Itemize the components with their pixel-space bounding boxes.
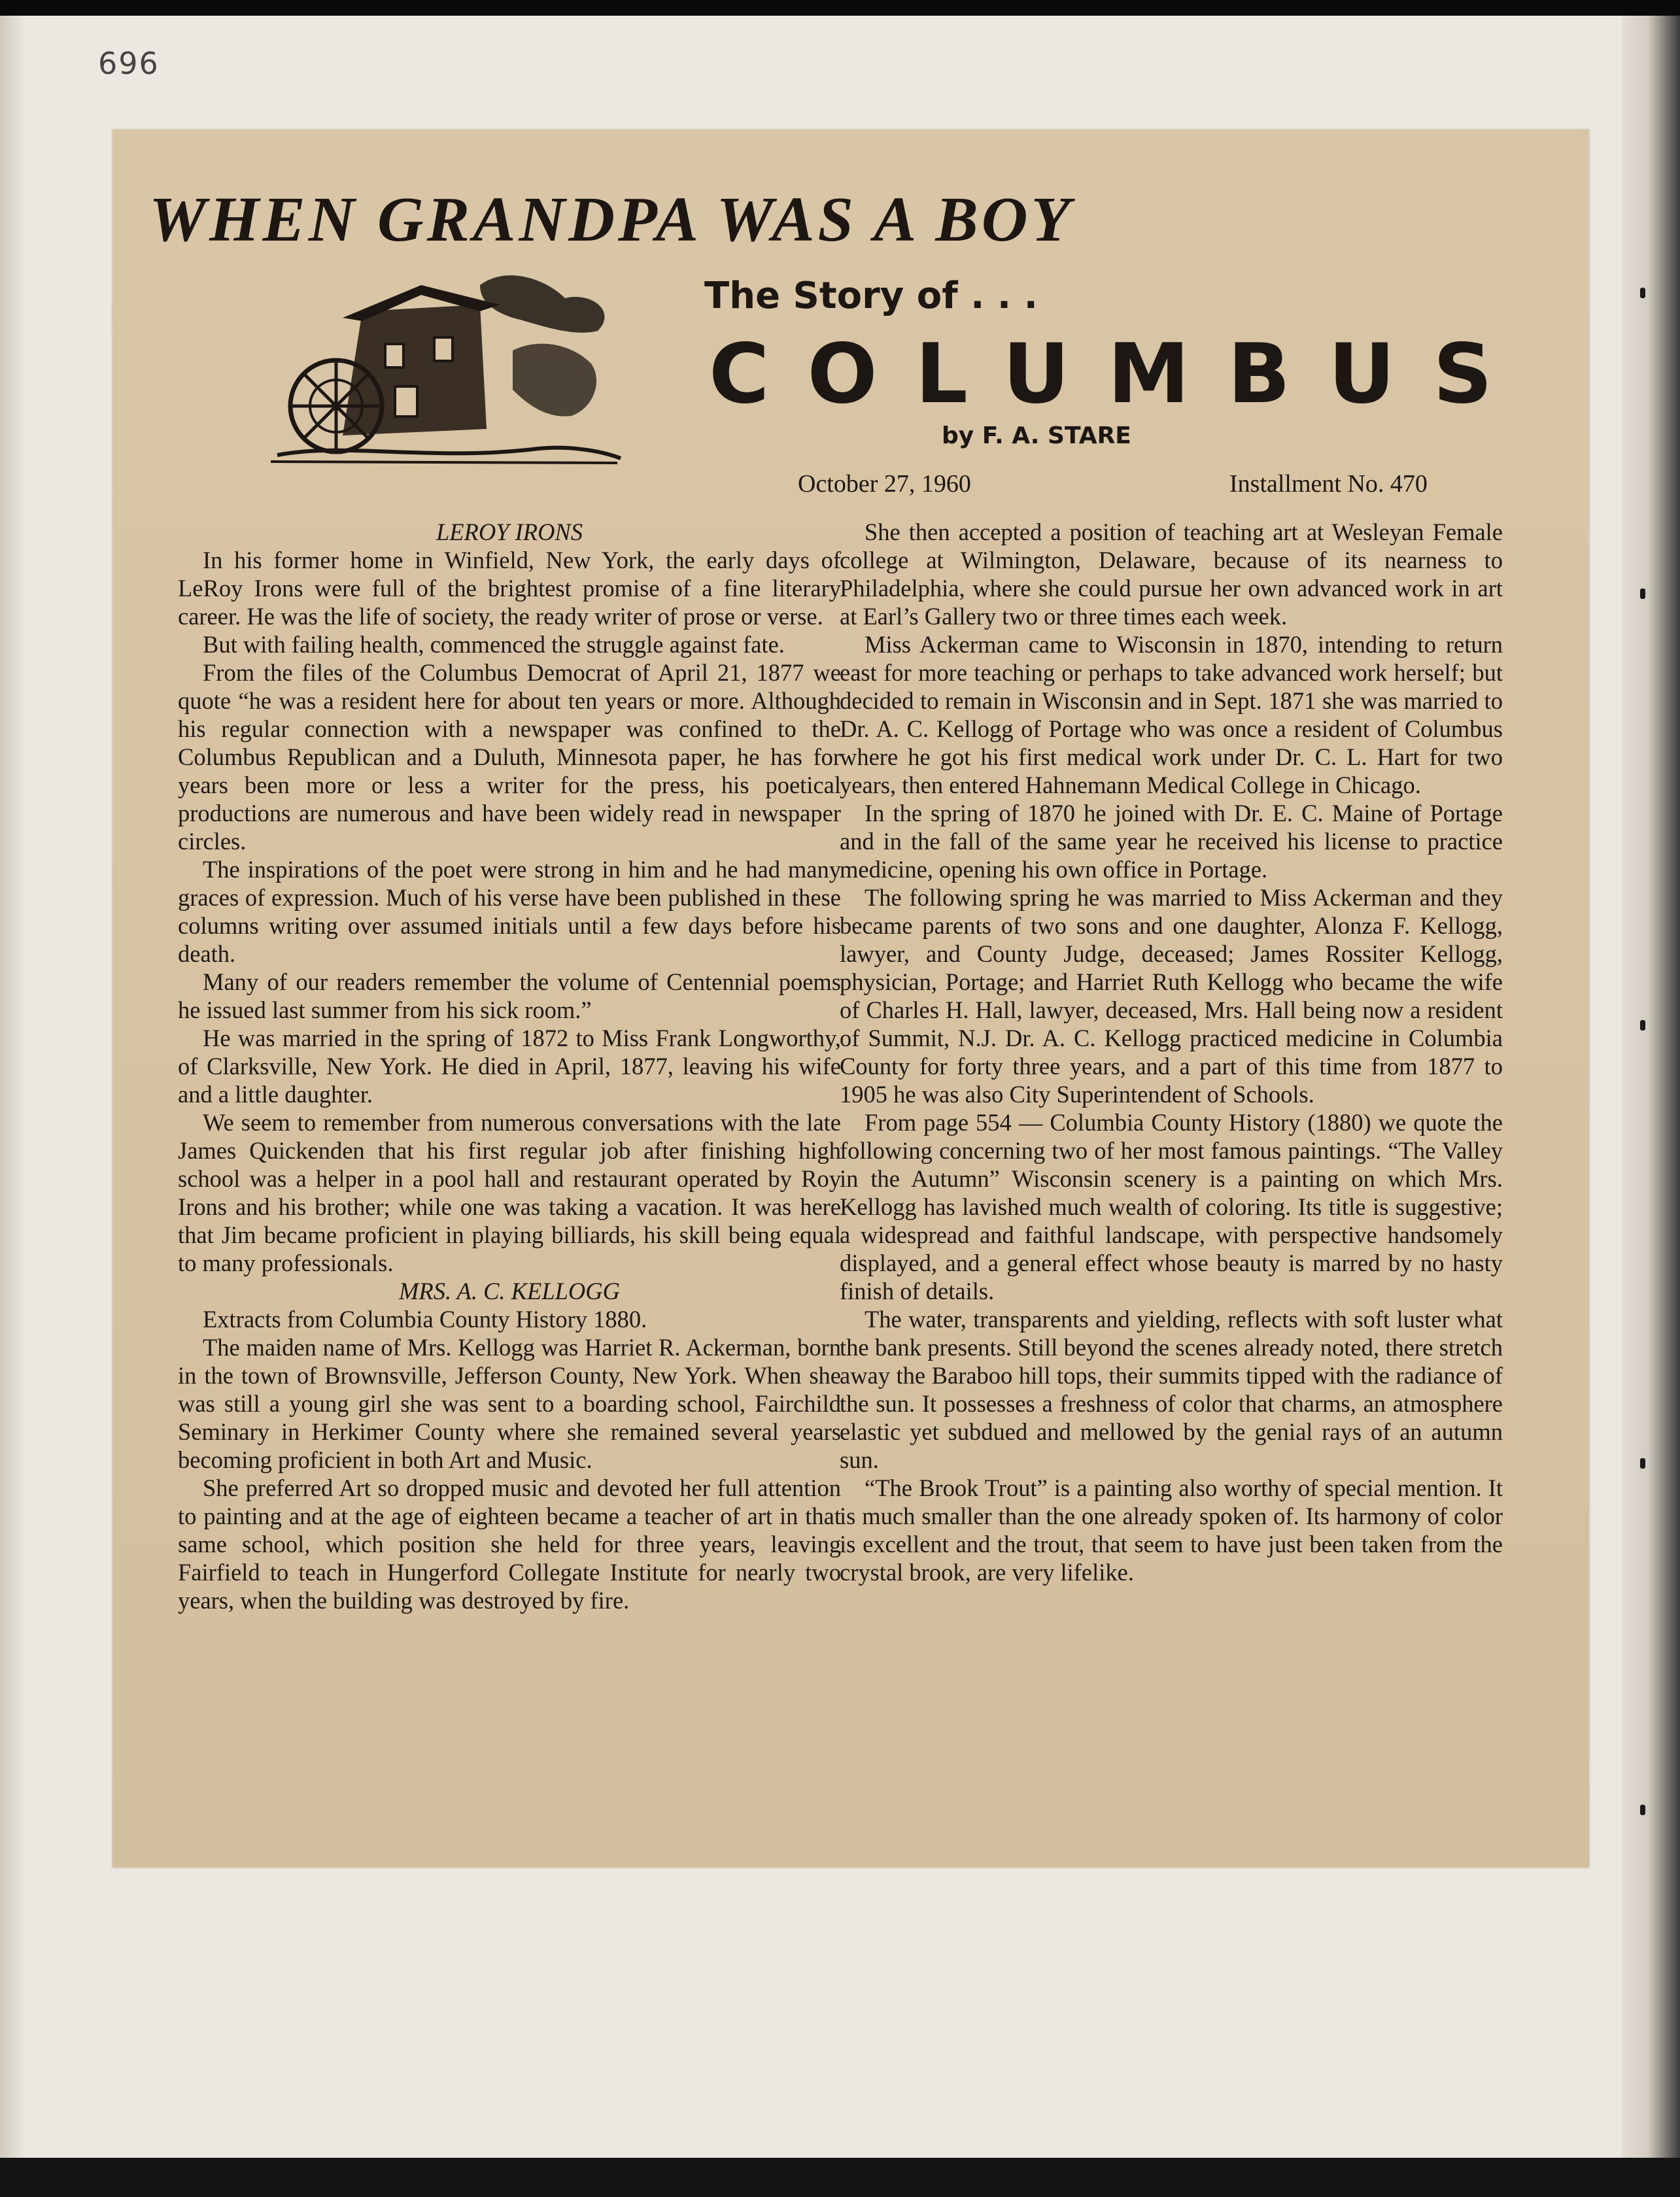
paragraph: She then accepted a position of teaching art at Wesleyan Female college at Wilmington, Delaware, because of its nearness to Philadelphia, where she could pursue her own advanced work in art at Earl’s Gallery two or three times each week. bbox=[840, 519, 1503, 630]
right-column bbox=[840, 518, 1503, 1586]
series-title: COLUMBUS bbox=[709, 326, 1531, 422]
paragraph: Many of our readers remember the volume of Centennial poems he issued last summer from his sick room.” bbox=[178, 968, 841, 1023]
page-right-edge bbox=[1622, 16, 1680, 2160]
byline: by F. A. STARE bbox=[942, 422, 1131, 449]
paragraph: She preferred Art so dropped music and devoted her full attention to painting and at the age of eighteen became a teacher of art in that same school, which position she held for three years, leaving Fairfield to teach in Hungerford Collegate Institute for nearly two years, when the building was destroyed by fire. bbox=[178, 1474, 841, 1614]
mill-illustration bbox=[264, 265, 624, 468]
paragraph: But with failing health, commenced the struggle against fate. bbox=[203, 631, 785, 658]
story-of-label: The Story of . . . bbox=[704, 275, 1038, 317]
paragraph: The water, transparents and yielding, reflects with soft luster what the bank presents. Still beyond the scenes already noted, there stretch away the Baraboo hill tops, their summits tipped with the radiance of the sun. It possesses a freshness of color that charms, an atmosphere elastic yet subdued and mellowed by the genial rays of an autumn sun. bbox=[840, 1306, 1503, 1473]
binding-hole bbox=[1640, 1805, 1645, 1815]
left-column bbox=[178, 518, 841, 1614]
paragraph: We seem to remember from numerous conversations with the late James Quickenden that his first regular job after finishing high school was a helper in a pool hall and restaurant operated by Roy Irons and his brother; while one was taking a vacation. It was here that Jim became proficient in playing billiards, his skill being equal to many professionals. bbox=[178, 1109, 841, 1276]
section-heading-mrs-kellogg: MRS. A. C. KELLOGG bbox=[399, 1278, 620, 1304]
binding-hole bbox=[1640, 588, 1645, 599]
publication-date: October 27, 1960 bbox=[798, 470, 971, 498]
scan-bottom-border bbox=[0, 2158, 1680, 2197]
binding-hole bbox=[1640, 1458, 1645, 1469]
paragraph: “The Brook Trout” is a painting also worthy of special mention. It is much smaller than the one already spoken of. Its harmony of color is excellent and the trout, that seem to have just been taken from the crystal brook, are very lifelike. bbox=[840, 1474, 1503, 1586]
scan-top-border bbox=[0, 0, 1680, 16]
paragraph: In the spring of 1870 he joined with Dr. E. C. Maine of Portage and in the fall of the same year he received his license to practice medicine, opening his own office in Portage. bbox=[840, 800, 1503, 883]
page-left-edge bbox=[0, 16, 26, 2160]
paragraph: From the files of the Columbus Democrat of April 21, 1877 we quote “he was a resident here for about ten years or more. Although his regular connection with a newspaper was confined to the Columbus Republican and a Duluth, Minnesota paper, he has for years been more or less a writer for the press, his poetical productions are numerous and have been widely read in newspaper circles. bbox=[178, 659, 841, 855]
paragraph: In his former home in Winfield, New York, the early days of LeRoy Irons were full of the brightest promise of a fine literary career. He was the life of society, the ready writer of prose or verse. bbox=[178, 547, 841, 630]
installment-number: Installment No. 470 bbox=[1229, 470, 1428, 498]
newspaper-clipping bbox=[112, 129, 1589, 1867]
binding-hole bbox=[1640, 288, 1645, 298]
handwritten-page-number: 696 bbox=[98, 46, 160, 81]
section-heading-leroy-irons: LEROY IRONS bbox=[436, 519, 583, 545]
paragraph: The following spring he was married to Miss Ackerman and they became parents of two sons and one daughter, Alonza F. Kellogg, lawyer, and County Judge, deceased; James Rossiter Kellogg, physician, Portage; and Harriet Ruth Kellogg who became the wife of Charles H. Hall, lawyer, deceased, Mrs. Hall being now a resident of Summit, N.J. Dr. A. C. Kellogg practiced medicine in Columbia County for forty three years, and a part of this time from 1877 to 1905 he was also City Superintendent of Schools. bbox=[840, 884, 1503, 1108]
paragraph: Miss Ackerman came to Wisconsin in 1870, intending to return east for more teaching or perhaps to take advanced work herself; but decided to remain in Wisconsin and in Sept. 1871 she was married to Dr. A. C. Kellogg of Portage who was once a resident of Columbus where he got his first medical work under Dr. C. L. Hart for two years, then entered Hahnemann Medical College in Chicago. bbox=[840, 631, 1503, 798]
paragraph: The maiden name of Mrs. Kellogg was Harriet R. Ackerman, born in the town of Brownsville, Jefferson County, New York. When she was still a young girl she was sent to a boarding school, Fairchild Seminary in Herkimer County where she remained several years becoming proficient in both Art and Music. bbox=[178, 1334, 841, 1473]
binding-hole bbox=[1640, 1020, 1645, 1030]
paragraph: The inspirations of the poet were strong in him and he had many graces of expression. Much of his verse have been published in these columns writing over assumed initials until a few days before his death. bbox=[178, 856, 841, 967]
paragraph: He was married in the spring of 1872 to Miss Frank Longworthy, of Clarksville, New York. He died in April, 1877, leaving his wife and a little daughter. bbox=[178, 1025, 841, 1108]
paragraph: From page 554 — Columbia County History (1880) we quote the following concerning two of her most famous paintings. “The Valley in the Autumn” Wisconsin scenery is a painting on which Mrs. Kellogg has lavished much wealth of coloring. Its title is suggestive; a widespread and faithful landscape, with perspective handsomely displayed, and a general effect whose beauty is marred by no hasty finish of details. bbox=[840, 1109, 1503, 1304]
headline: WHEN GRANDPA WAS A BOY bbox=[149, 184, 1074, 255]
paragraph: Extracts from Columbia County History 1880. bbox=[203, 1306, 647, 1333]
